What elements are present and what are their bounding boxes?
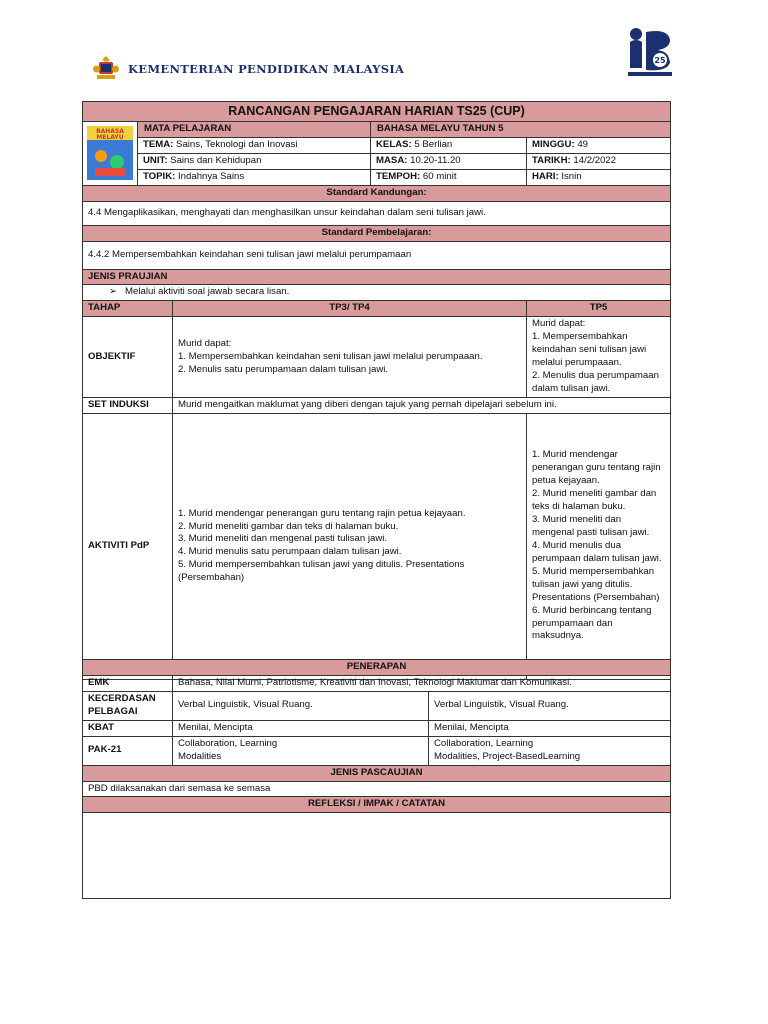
minggu-label: MINGGU: bbox=[532, 138, 575, 150]
aktiviti-tp34-step: 5. Murid mempersembahkan tulisan jawi yang ditulis. Presentations (Persembahan) bbox=[178, 559, 465, 584]
hari-label: HARI: bbox=[532, 170, 559, 182]
standard-kandungan-heading: Standard Kandungan: bbox=[83, 185, 671, 201]
tema-label: TEMA: bbox=[143, 138, 174, 150]
textbook-cover-icon bbox=[83, 124, 137, 182]
aktiviti-tp5-step: 2. Murid meneliti gambar dan teks di halaman buku. bbox=[532, 488, 657, 513]
kecerdasan-tp34: Verbal Linguistik, Visual Ruang. bbox=[173, 691, 429, 720]
jenis-praujian-item bbox=[83, 285, 671, 301]
pak21-label: PAK-21 bbox=[83, 736, 173, 765]
pascaujian-text: PBD dilaksanakan dari semasa ke semasa bbox=[83, 781, 671, 797]
objektif-label: OBJEKTIF bbox=[83, 317, 173, 398]
penerapan-heading: PENERAPAN bbox=[83, 660, 671, 676]
penerapan-table bbox=[82, 659, 671, 899]
subject-value: BAHASA MELAYU TAHUN 5 bbox=[371, 121, 671, 137]
objektif-tp34-line: 2. Menulis satu perumpamaan dalam tulisan jawi. bbox=[178, 363, 389, 375]
objektif-tp5 bbox=[527, 317, 671, 398]
kbat-tp5: Menilai, Mencipta bbox=[429, 720, 671, 736]
emk-label: EMK bbox=[83, 675, 173, 691]
textbook-cover bbox=[83, 121, 138, 185]
aktiviti-label: AKTIVITI PdP bbox=[83, 413, 173, 679]
pascaujian-heading: JENIS PASCAUJIAN bbox=[83, 765, 671, 781]
kelas-value: 5 Berlian bbox=[414, 138, 453, 150]
aktiviti-tp34 bbox=[173, 413, 527, 679]
kecerdasan-tp5: Verbal Linguistik, Visual Ruang. bbox=[429, 691, 671, 720]
tarikh-label: TARIKH: bbox=[532, 154, 571, 166]
tempoh-label: TEMPOH: bbox=[376, 170, 421, 182]
pak21-tp5 bbox=[429, 736, 671, 765]
objektif-tp34-line: Murid dapat: bbox=[178, 337, 232, 349]
masa-label: MASA: bbox=[376, 154, 408, 166]
cover-title-line1: BAHASA bbox=[96, 128, 124, 136]
pak21-tp34 bbox=[173, 736, 429, 765]
hari-value: Isnin bbox=[561, 170, 582, 182]
ts25-logo-number: 25 bbox=[654, 56, 666, 65]
aktiviti-tp34-step: 2. Murid meneliti gambar dan teks di halaman buku. bbox=[178, 520, 399, 532]
malaysia-crest-icon bbox=[92, 54, 120, 82]
column-tahap: TAHAP bbox=[83, 301, 173, 317]
set-induksi-label: SET INDUKSI bbox=[83, 397, 173, 413]
aktiviti-tp5-step: 1. Murid mendengar penerangan guru tentang rajin petua kejayaan. bbox=[532, 449, 661, 487]
aktiviti-tp34-step: 4. Murid menulis satu perumpaan dalam tulisan jawi. bbox=[178, 546, 402, 558]
kbat-tp34: Menilai, Mencipta bbox=[173, 720, 429, 736]
objektif-tp5-line: 2. Menulis dua perumpamaan dalam tulisan jawi. bbox=[532, 370, 659, 394]
pak21-tp34-line: Collaboration, Learning bbox=[178, 737, 278, 749]
kelas-label: KELAS: bbox=[376, 138, 412, 150]
aktiviti-tp34-step: 3. Murid meneliti dan mengenal pasti tulisan jawi. bbox=[178, 533, 388, 545]
tema-value: Sains, Teknologi dan Inovasi bbox=[176, 138, 298, 150]
aktiviti-tp5 bbox=[527, 413, 671, 679]
cover-title-line2: MELAYU bbox=[96, 134, 124, 142]
unit-value: Sains dan Kehidupan bbox=[170, 154, 262, 166]
aktiviti-tp5-step: 4. Murid menulis dua perumpaan dalam tulisan jawi. bbox=[532, 539, 662, 564]
aktiviti-tp5-step: 6. Murid berbincang tentang perumpamaan dan maksudnya. bbox=[532, 604, 652, 642]
objektif-tp34-line: 1. Mempersembahkan keindahan seni tulisan jawi melalui perumpaaan. bbox=[178, 350, 483, 362]
lesson-plan-table bbox=[82, 101, 671, 680]
pak21-tp5-line: Collaboration, Learning bbox=[434, 737, 534, 749]
page-title: RANCANGAN PENGAJARAN HARIAN TS25 (CUP) bbox=[83, 102, 671, 122]
column-tp34: TP3/ TP4 bbox=[173, 301, 527, 317]
objektif-tp5-line: Murid dapat: bbox=[532, 318, 586, 330]
aktiviti-tp5-step: 3. Murid meneliti dan mengenal pasti tulisan jawi. bbox=[532, 514, 650, 538]
topik-value: Indahnya Sains bbox=[178, 170, 245, 182]
pak21-tp34-line: Modalities bbox=[178, 750, 222, 762]
jenis-praujian-heading: JENIS PRAUJIAN bbox=[83, 269, 671, 285]
minggu-value: 49 bbox=[577, 138, 588, 150]
kbat-label: KBAT bbox=[83, 720, 173, 736]
aktiviti-tp34-step: 1. Murid mendengar penerangan guru tentang rajin petua kejayaan. bbox=[178, 507, 466, 519]
objektif-tp5-line: 1. Mempersembahkan keindahan seni tulisan jawi melalui perumpaaan. bbox=[532, 331, 647, 369]
standard-kandungan-text: 4.4 Mengaplikasikan, menghayati dan menghasilkan unsur keindahan dalam seni tulisan jawi. bbox=[83, 201, 671, 225]
kecerdasan-label: KECERDASAN PELBAGAI bbox=[83, 691, 173, 720]
ts25-logo bbox=[624, 24, 676, 82]
jenis-praujian-text: Melalui aktiviti soal jawab secara lisan. bbox=[125, 286, 290, 298]
tarikh-value: 14/2/2022 bbox=[573, 154, 617, 166]
objektif-tp34 bbox=[173, 317, 527, 398]
set-induksi-text: Murid mengaitkan maklumat yang diberi dengan tajuk yang pernah dipelajari sebelum ini. bbox=[173, 397, 671, 413]
subject-label: MATA PELAJARAN bbox=[138, 121, 371, 137]
ministry-name: KEMENTERIAN PENDIDIKAN MALAYSIA bbox=[128, 62, 405, 76]
standard-pembelajaran-heading: Standard Pembelajaran: bbox=[83, 225, 671, 241]
standard-pembelajaran-text: 4.4.2 Mempersembahkan keindahan seni tulisan jawi melalui perumpamaan bbox=[83, 241, 671, 269]
tempoh-value: 60 minit bbox=[422, 170, 457, 182]
unit-label: UNIT: bbox=[143, 154, 168, 166]
pak21-tp5-line: Modalities, Project-BasedLearning bbox=[434, 750, 581, 762]
arrow-bullet-icon: ➢ bbox=[109, 286, 118, 298]
refleksi-heading: REFLEKSI / IMPAK / CATATAN bbox=[83, 797, 671, 813]
masa-value: 10.20-11.20 bbox=[410, 154, 461, 166]
emk-value: Bahasa, Nilai Murni, Patriotisme, Kreativiti dan Inovasi, Teknologi Maklumat dan Komunikasi. bbox=[173, 675, 671, 691]
page-header bbox=[0, 0, 768, 100]
refleksi-area[interactable] bbox=[83, 813, 671, 899]
column-tp5: TP5 bbox=[527, 301, 671, 317]
topik-label: TOPIK: bbox=[143, 170, 176, 182]
aktiviti-tp5-step: 5. Murid mempersembahkan tulisan jawi yang ditulis. Presentations (Persembahan) bbox=[532, 565, 660, 603]
